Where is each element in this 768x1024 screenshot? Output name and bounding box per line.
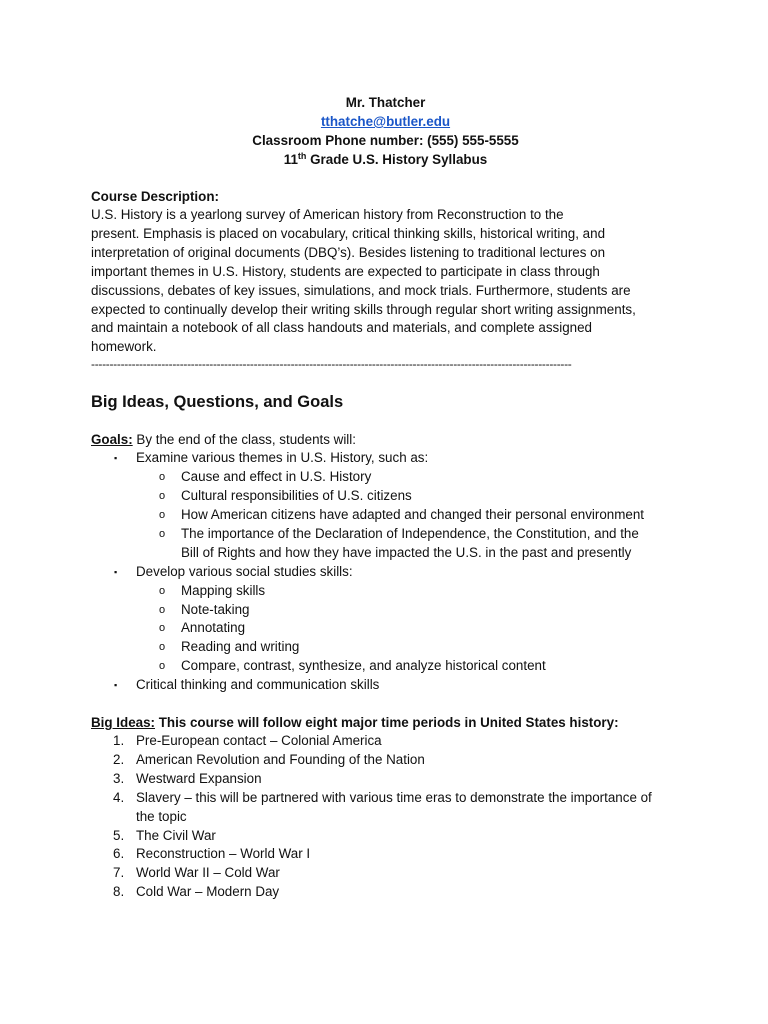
goal-subitem-text: Compare, contrast, synthesize, and analyze historical content [181, 658, 546, 674]
goal-subitem-text: Reading and writing [181, 639, 300, 655]
big-idea-text: Slavery – this will be partnered with various time eras to demonstrate the importance of [136, 789, 652, 805]
course-description-line: expected to continually develop their writing skills through regular short writing assignments, [91, 301, 636, 317]
big-idea-item [91, 864, 680, 883]
goal-subitem [136, 506, 680, 525]
big-idea-number: 7. [113, 865, 125, 881]
goal-item [91, 449, 680, 562]
square-bullet-icon: ▪ [114, 453, 118, 464]
big-ideas-intro [91, 713, 680, 732]
goal-subitem-text: Mapping skills [181, 582, 266, 598]
circle-bullet-icon: o [159, 508, 166, 521]
goal-subitem-text: Note-taking [181, 601, 250, 617]
goal-subitem-text: Cause and effect in U.S. History [181, 469, 372, 485]
big-idea-text: World War II – Cold War [136, 865, 280, 881]
course-description [91, 206, 680, 357]
big-idea-text: American Revolution and Founding of the Nation [136, 751, 425, 767]
goal-text: Critical thinking and communication skills [136, 677, 380, 693]
circle-bullet-icon: o [159, 603, 166, 616]
course-description-line: U.S. History is a yearlong survey of American history from Reconstruction to the [91, 207, 564, 222]
teacher-email-link[interactable]: tthatche@butler.edu [320, 114, 451, 129]
goal-subitem [136, 487, 680, 506]
course-description-label: Course Description: [91, 189, 219, 204]
big-idea-text: Westward Expansion [136, 770, 262, 786]
goals-label: Goals: [91, 432, 133, 448]
goal-subitem [136, 619, 680, 638]
course-description-line: and maintain a notebook of all class handouts and materials, and complete assigned [91, 320, 592, 336]
big-idea-item-continued [91, 808, 680, 827]
goal-subitem-text: Annotating [181, 620, 246, 636]
big-idea-number: 3. [113, 770, 125, 786]
square-bullet-icon: ▪ [114, 680, 118, 691]
circle-bullet-icon: o [159, 660, 166, 673]
big-idea-number: 8. [113, 884, 125, 900]
goal-subitem-text-continued: Bill of Rights and how they have impacted the U.S. in the past and presently [181, 544, 632, 560]
big-idea-item [91, 770, 680, 789]
goal-sublist [136, 468, 680, 563]
goals-list [91, 449, 680, 695]
big-idea-number: 4. [113, 789, 125, 805]
goal-sublist [136, 582, 680, 677]
circle-bullet-icon: o [159, 641, 166, 654]
circle-bullet-icon: o [159, 622, 166, 635]
goal-subitem [136, 525, 680, 563]
big-idea-number: 2. [113, 751, 125, 767]
section-title: Big Ideas, Questions, and Goals [91, 393, 344, 412]
goal-subitem [136, 468, 680, 487]
course-description-line: present. Emphasis is placed on vocabulary, critical thinking skills, historical writing, and [91, 225, 606, 241]
goal-subitem [136, 657, 680, 676]
big-idea-item [91, 827, 680, 846]
course-description-line: interpretation of original documents (DBQ’s). Besides listening to traditional lectures on [91, 244, 606, 260]
classroom-phone: Classroom Phone number: (555) 555-5555 [252, 133, 519, 148]
big-idea-text: Pre-European contact – Colonial America [136, 733, 382, 749]
circle-bullet-icon: o [159, 584, 166, 597]
course-description-line: discussions, debates of key issues, simulations, and mock trials. Furthermore, students are [91, 282, 631, 298]
goal-text: Examine various themes in U.S. History, such as: [136, 450, 429, 466]
syllabus-title-text: Grade U.S. History Syllabus [306, 152, 488, 167]
goal-subitem [136, 601, 680, 620]
big-idea-item [91, 732, 680, 751]
goal-subitem-text: Cultural responsibilities of U.S. citizens [181, 488, 412, 504]
syllabus-title [91, 150, 680, 169]
goal-subitem [136, 582, 680, 601]
goal-text: Develop various social studies skills: [136, 563, 353, 579]
course-description-line: homework. [91, 339, 157, 355]
big-idea-item [91, 751, 680, 770]
big-ideas-list [91, 732, 680, 902]
goal-item [91, 676, 680, 695]
teacher-name: Mr. Thatcher [345, 95, 426, 110]
goals-intro [91, 430, 680, 449]
big-ideas-intro-text: This course will follow eight major time periods in United States history: [155, 715, 619, 731]
big-idea-text: The Civil War [136, 827, 216, 843]
big-idea-text: Reconstruction – World War I [136, 846, 311, 862]
grade-number: 11 [283, 152, 298, 167]
big-ideas-label: Big Ideas: [91, 715, 155, 731]
big-idea-item [91, 845, 680, 864]
big-idea-number: 6. [113, 846, 125, 862]
circle-bullet-icon: o [159, 471, 166, 484]
course-description-line: important themes in U.S. History, students are expected to participate in class through [91, 263, 600, 279]
goal-subitem-text: How American citizens have adapted and changed their personal environment [181, 506, 645, 522]
document-header [91, 93, 680, 169]
goals-intro-text: By the end of the class, students will: [132, 432, 356, 448]
big-idea-text: the topic [136, 808, 187, 824]
dashed-divider: ---------------------------------------------------------------------------------------------------------------------------------- [91, 357, 572, 372]
circle-bullet-icon: o [159, 490, 166, 503]
goal-subitem-text: The importance of the Declaration of Independence, the Constitution, and the [181, 525, 639, 541]
goal-item [91, 563, 680, 676]
big-idea-number: 5. [113, 827, 125, 843]
big-idea-item [91, 883, 680, 902]
square-bullet-icon: ▪ [114, 566, 118, 577]
grade-ordinal: th [297, 151, 307, 161]
circle-bullet-icon: o [159, 527, 166, 540]
goal-subitem [136, 638, 680, 657]
big-idea-number: 1. [113, 733, 125, 749]
big-idea-text: Cold War – Modern Day [136, 884, 280, 900]
big-idea-item [91, 789, 680, 808]
